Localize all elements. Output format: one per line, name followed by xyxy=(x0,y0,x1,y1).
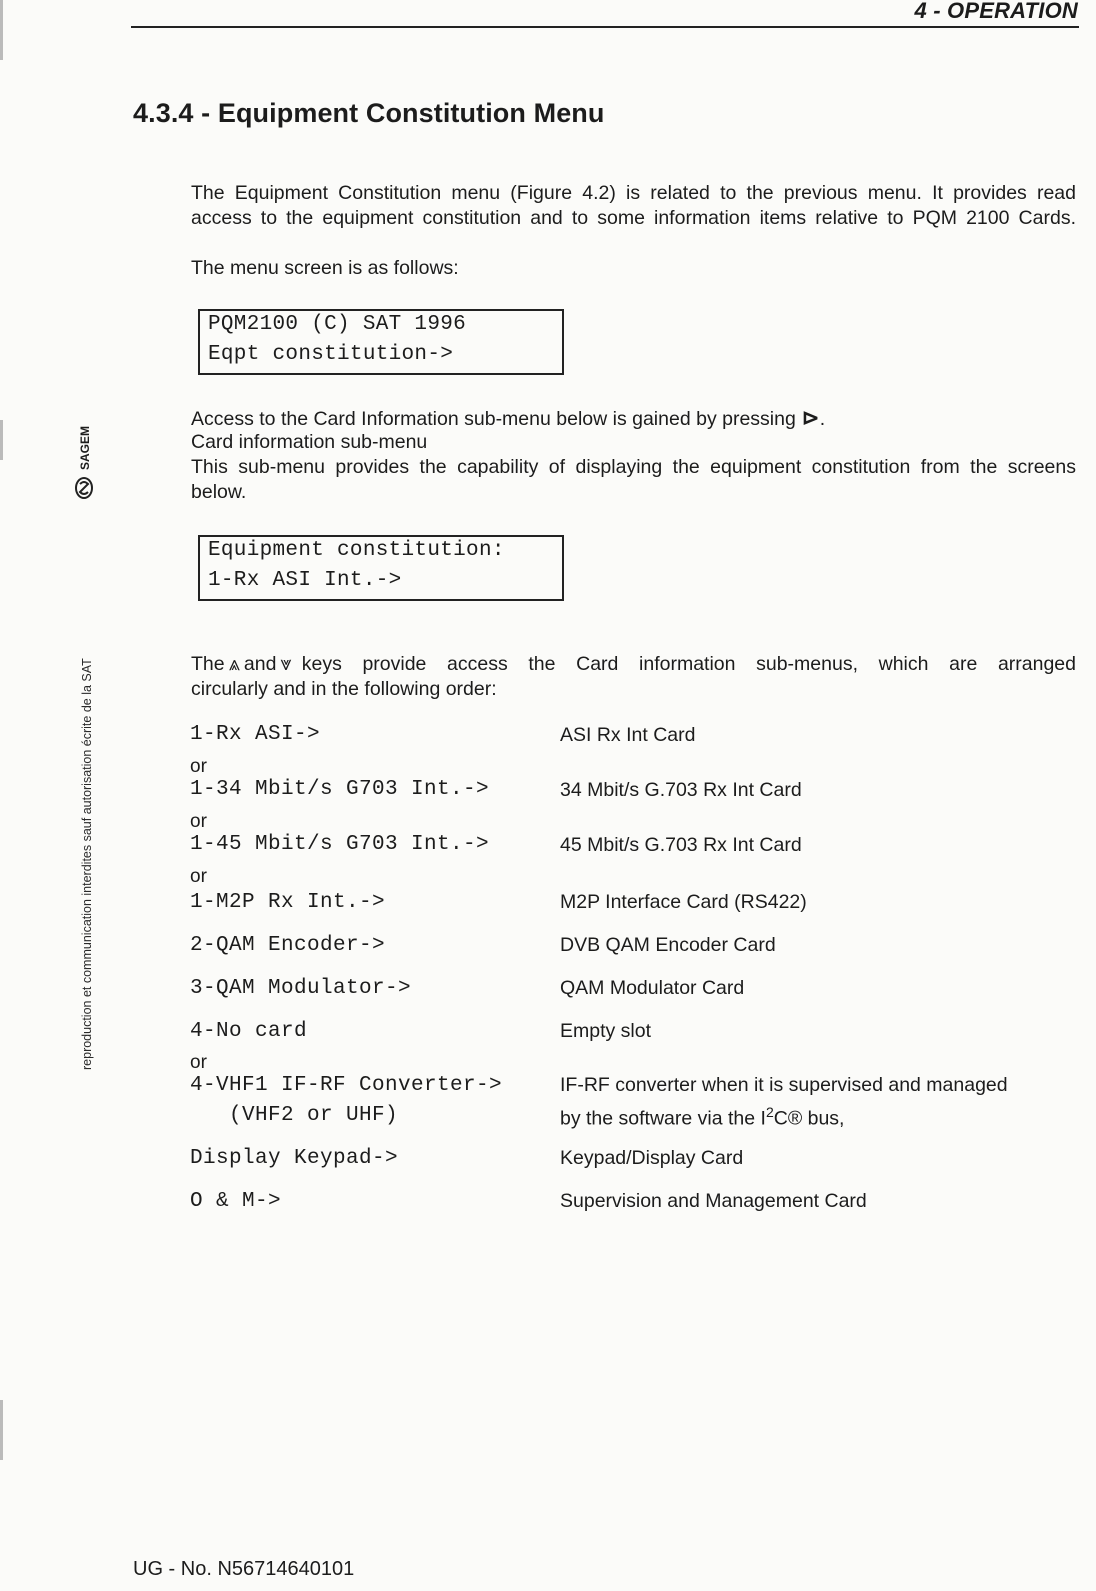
keys-text-part-1: The xyxy=(191,653,225,675)
scan-edge-mark xyxy=(0,0,3,60)
menu-item-desc: DVB QAM Encoder Card xyxy=(560,934,776,956)
desc-superscript: 2 xyxy=(765,1104,774,1120)
section-title: 4.3.4 - Equipment Constitution Menu xyxy=(133,98,605,128)
menu-item-desc: Supervision and Management Card xyxy=(560,1190,867,1212)
keys-text-part-2: and xyxy=(243,653,277,675)
lcd-screen-main-menu xyxy=(198,309,564,375)
intro-paragraph xyxy=(191,181,1076,231)
keys-text-line-2: circularly and in the following order: xyxy=(191,678,497,700)
menu-item-desc: Keypad/Display Card xyxy=(560,1147,744,1169)
footer-doc-number: UG - No. N56714640101 xyxy=(133,1558,355,1580)
desc-part-a: by the software via the I xyxy=(560,1107,766,1130)
menu-item-desc: M2P Interface Card (RS422) xyxy=(560,891,807,913)
submenu-description xyxy=(191,455,1076,505)
keys-paragraph xyxy=(191,652,1076,702)
header-rule xyxy=(131,26,1079,28)
up-arrow-key-icon: ⩓ xyxy=(228,653,240,675)
menu-item-desc: QAM Modulator Card xyxy=(560,977,745,999)
sidebar-brand: SAGEM xyxy=(78,425,92,470)
access-paragraph xyxy=(191,405,1076,432)
menu-item-code: 1-M2P Rx Int.-> xyxy=(190,891,386,914)
right-chevron-key-icon: ⊳ xyxy=(801,405,820,430)
menu-item-desc: 34 Mbit/s G.703 Rx Int Card xyxy=(560,779,802,801)
submenu-title: Card information sub-menu xyxy=(191,431,428,453)
menu-item-desc-continuation xyxy=(560,1104,844,1131)
menu-item-code: Display Keypad-> xyxy=(190,1147,399,1170)
access-text: Access to the Card Information sub-menu below is gained by pressing xyxy=(191,408,796,430)
menu-item-desc: IF-RF converter when it is supervised and managed xyxy=(560,1074,1008,1096)
submenu-desc-line-2: below. xyxy=(191,481,247,503)
menu-item-desc: 45 Mbit/s G.703 Rx Int Card xyxy=(560,834,802,856)
desc-part-b: C® bus, xyxy=(773,1107,845,1130)
menu-item-code: 3-QAM Modulator-> xyxy=(190,977,412,1000)
menu-item-code: 2-QAM Encoder-> xyxy=(190,934,386,957)
lcd-screen-constitution xyxy=(198,535,564,601)
sidebar-legal-text: reproduction et communication interdites sauf autorisation écrite de la SAT xyxy=(80,658,94,1070)
submenu-desc-line-1: This sub-menu provides the capability of displaying the equipment constitution from the screens xyxy=(191,456,1076,478)
menu-item-code: 4-VHF1 IF-RF Converter-> xyxy=(190,1074,503,1097)
menu-item-desc: Empty slot xyxy=(560,1020,652,1042)
menu-item-code: 1-34 Mbit/s G703 Int.-> xyxy=(190,778,490,801)
scan-edge-mark xyxy=(0,420,3,460)
scan-edge-mark xyxy=(0,1400,3,1460)
menu-item-code: 1-45 Mbit/s G703 Int.-> xyxy=(190,833,490,856)
or-separator: or xyxy=(190,811,207,832)
menu-item-code: 4-No card xyxy=(190,1020,308,1043)
keys-text-part-3: keys provide access the Card information sub-menus, which are arranged xyxy=(301,653,1076,675)
header-title: 4 - OPERATION xyxy=(914,0,1078,23)
screen2-line-1: Equipment constitution: xyxy=(208,539,505,562)
menu-item-code: O & M-> xyxy=(190,1190,282,1213)
or-separator: or xyxy=(190,1052,207,1073)
menu-item-code-continuation: (VHF2 or UHF) xyxy=(190,1104,399,1127)
menu-item-code: 1-Rx ASI-> xyxy=(190,723,321,746)
screen-line-2: Eqpt constitution-> xyxy=(208,343,454,366)
or-separator: or xyxy=(190,866,207,887)
intro-line-2: access to the equipment constitution and to some information items relative to PQM 2100 Cards. xyxy=(191,207,1076,229)
access-end: . xyxy=(819,408,826,430)
menu-item-desc: ASI Rx Int Card xyxy=(560,724,696,746)
screen2-line-2: 1-Rx ASI Int.-> xyxy=(208,569,402,592)
menu-screen-label: The menu screen is as follows: xyxy=(191,257,459,279)
or-separator: or xyxy=(190,756,207,777)
screen-line-1: PQM2100 (C) SAT 1996 xyxy=(208,313,467,336)
intro-line-1: The Equipment Constitution menu (Figure 4.2) is related to the previous menu. It provides read xyxy=(191,182,1076,204)
down-arrow-key-icon: ⩔ xyxy=(280,653,292,675)
sagem-logo-icon xyxy=(74,476,94,500)
